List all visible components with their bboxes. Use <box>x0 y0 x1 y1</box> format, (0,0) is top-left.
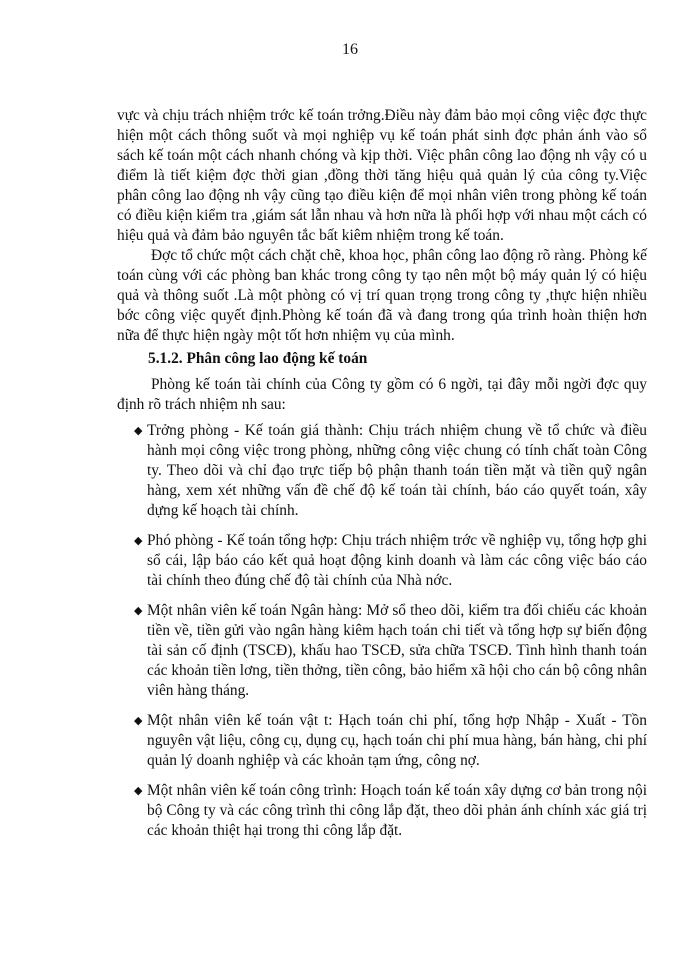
list-item <box>117 711 647 771</box>
section-heading: 5.1.2. Phân công lao động kế toán <box>148 350 368 367</box>
list-item <box>117 531 647 591</box>
duty-text: Một nhân viên kế toán vật t: Hạch toán chi phí, tổng hợp Nhập - Xuất - Tồn nguyên vật liệu, công cụ, dụng cụ, hạch toán chi phí mua hàng, bán hàng, chi phí quản lý doanh nghiệp và các khoản tạm ứng, công nợ. <box>147 712 647 769</box>
intro-paragraph: Phòng kế toán tài chính của Công ty gồm có 6 ngời, tại đây mỗi ngời đợc quy định rõ trách nhiệm nh sau: <box>117 376 647 413</box>
duties-list <box>117 421 647 841</box>
document-body <box>117 106 647 851</box>
list-item <box>117 781 647 841</box>
diamond-bullet-icon: ◆ <box>134 425 143 437</box>
paragraph: Đợc tổ chức một cách chặt chẽ, khoa học, phân công lao động rõ ràng. Phòng kế toán cùng với các phòng ban khác trong công ty tạo nên một bộ máy quản lý có hiệu quả và thông suốt .Là một phòng có vị trí quan trọng trong công ty ,thực hiện nhiều bớc công việc quyết định.Phòng kế toán đã và đang trong qúa trình hoàn thiện hơn nữa để thực hiện ngày một tốt hơn nhiệm vụ của mình. <box>117 247 647 344</box>
paragraph: vực và chịu trách nhiệm trớc kế toán trởng.Điều này đảm bảo mọi công việc đợc thực hiện một cách thông suốt và mọi nghiệp vụ kế toán phát sinh đợc phản ánh vào sổ sách kế toán một cách nhanh chóng và kịp thời. Việc phân công lao động nh vậy có u điểm là tiết kiệm đợc thời gian ,đồng thời tăng hiệu quả quản lý của công ty.Việc phân công lao động nh vậy cũng tạo điều kiện để mọi nhân viên trong phòng kế toán có điều kiện kiểm tra ,giám sát lẫn nhau và hơn nữa là phối hợp với nhau một cách có hiệu quả và đảm bảo nguyên tắc bất kiêm nhiệm trong kế toán. <box>117 107 647 244</box>
list-item <box>117 601 647 701</box>
list-item <box>117 421 647 521</box>
diamond-bullet-icon: ◆ <box>134 605 143 617</box>
duty-text: Một nhân viên kế toán công trình: Hoạch toán kế toán xây dựng cơ bản trong nội bộ Công ty và các công trình thi công lắp đặt, theo dõi phản ánh chính xác giá trị các khoản thiệt hại trong thi công lắp đặt. <box>147 782 647 839</box>
duty-text: Phó phòng - Kế toán tổng hợp: Chịu trách nhiệm trớc về nghiệp vụ, tổng hợp ghi sổ cái, lập báo cáo kết quả hoạt động kinh doanh và làm các công việc báo cáo tài chính theo đúng chế độ tài chính của Nhà nớc. <box>147 532 647 589</box>
duty-text: Trởng phòng - Kế toán giá thành: Chịu trách nhiệm chung về tổ chức và điều hành mọi công việc trong phòng, những công việc chung có tính chất toàn Công ty. Theo dõi và chỉ đạo trực tiếp bộ phận thanh toán tiền mặt và tiền quỹ ngân hàng, xem xét những vấn đề chế độ kế toán tài chính, báo cáo quyết toán, xây dựng kế hoạch tài chính. <box>147 422 647 519</box>
duty-text: Một nhân viên kế toán Ngân hàng: Mở sổ theo dõi, kiểm tra đối chiếu các khoản tiền về, tiền gửi vào ngân hàng kiêm hạch toán chi tiết và tổng hợp sự biến động tài sản cố định (TSCĐ), khấu hao TSCĐ, sửa chữa TSCĐ. Tình hình thanh toán các khoản tiền lơng, tiền thởng, tiền công, bảo hiểm xã hội cho cán bộ công nhân viên hàng tháng. <box>147 602 647 699</box>
diamond-bullet-icon: ◆ <box>134 535 143 547</box>
page-number: 16 <box>342 41 358 58</box>
diamond-bullet-icon: ◆ <box>134 785 143 797</box>
diamond-bullet-icon: ◆ <box>134 715 143 727</box>
